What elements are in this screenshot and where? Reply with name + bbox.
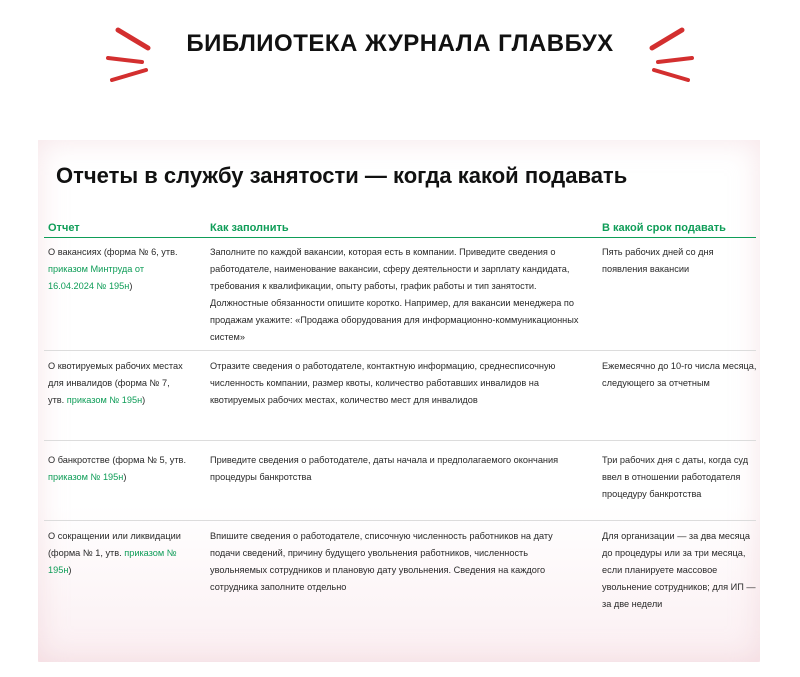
document-title: Отчеты в службу занятости — когда какой подавать (56, 163, 628, 188)
order-link[interactable]: приказом № 195н (48, 548, 177, 575)
row-divider (44, 520, 756, 521)
table-row-3-report: О банкротстве (форма № 5, утв. приказом № 195н) (48, 455, 186, 482)
row-divider (44, 350, 756, 351)
order-link[interactable]: приказом № 195н (48, 472, 124, 482)
table-row-3-deadline: Три рабочих дня с даты, когда суд ввел в отношении работодателя процедуру банкротства (602, 455, 749, 499)
column-header-report: Отчет (48, 222, 80, 234)
column-header-how: Как заполнить (210, 222, 289, 234)
table-row-2-deadline: Ежемесячно до 10-го числа месяца, следующего за отчетным (602, 361, 757, 388)
order-link[interactable]: приказом Минтруда от 16.04.2024 № 195н (48, 264, 145, 291)
table-row-1-how: Заполните по каждой вакансии, которая есть в компании. Приведите сведения о работодателе, наименование вакансии, сферу деятельности и зарплату кандидата, требования к квалификации, опыту работы, график работы и тип занятости. Должностные обязанности опишите коротко. Например, для вакансии менеджера по продажам укажите: «Продажа оборудования для информационно-коммуникационных систем» (210, 247, 579, 342)
row-divider (44, 440, 756, 441)
table-row-4-report: О сокращении или ликвидации (форма № 1, утв. приказом № 195н) (48, 531, 181, 575)
column-header-deadline: В какой срок подавать (602, 222, 726, 234)
table-row-3-how: Приведите сведения о работодателе, даты начала и предполагаемого окончания процедуры банкротства (210, 455, 559, 482)
table-row-4-how: Впишите сведения о работодателе, списочную численность работников на дату подачи сведений, причину будущего увольнения работников, численность увольняемых сотрудников и плановую дату увольнения. Сведения на каждого сотрудника заполните отдельно (210, 531, 553, 592)
table-row-1-deadline: Пять рабочих дней со дня появления вакансии (602, 247, 714, 274)
header-divider (44, 237, 756, 238)
brand-title: БИБЛИОТЕКА ЖУРНАЛА ГЛАВБУХ (186, 30, 614, 57)
table-row-2-how: Отразите сведения о работодателе, контактную информацию, среднесписочную численность компании, размер квоты, количество работавших инвалидов на квотируемых рабочих местах, количество мест для инвалидов (210, 361, 556, 405)
table-row-2-report: О квотируемых рабочих местах для инвалидов (форма № 7, утв. приказом № 195н) (48, 361, 183, 405)
order-link[interactable]: приказом № 195н (66, 395, 143, 405)
table-row-4-deadline: Для организации — за два месяца до процедуры или за три месяца, если планируете массовое увольнение сотрудников; для ИП — за две недели (602, 531, 756, 609)
table-row-1-report: О вакансиях (форма № 6, утв. приказом Минтруда от 16.04.2024 № 195н) (48, 247, 178, 291)
